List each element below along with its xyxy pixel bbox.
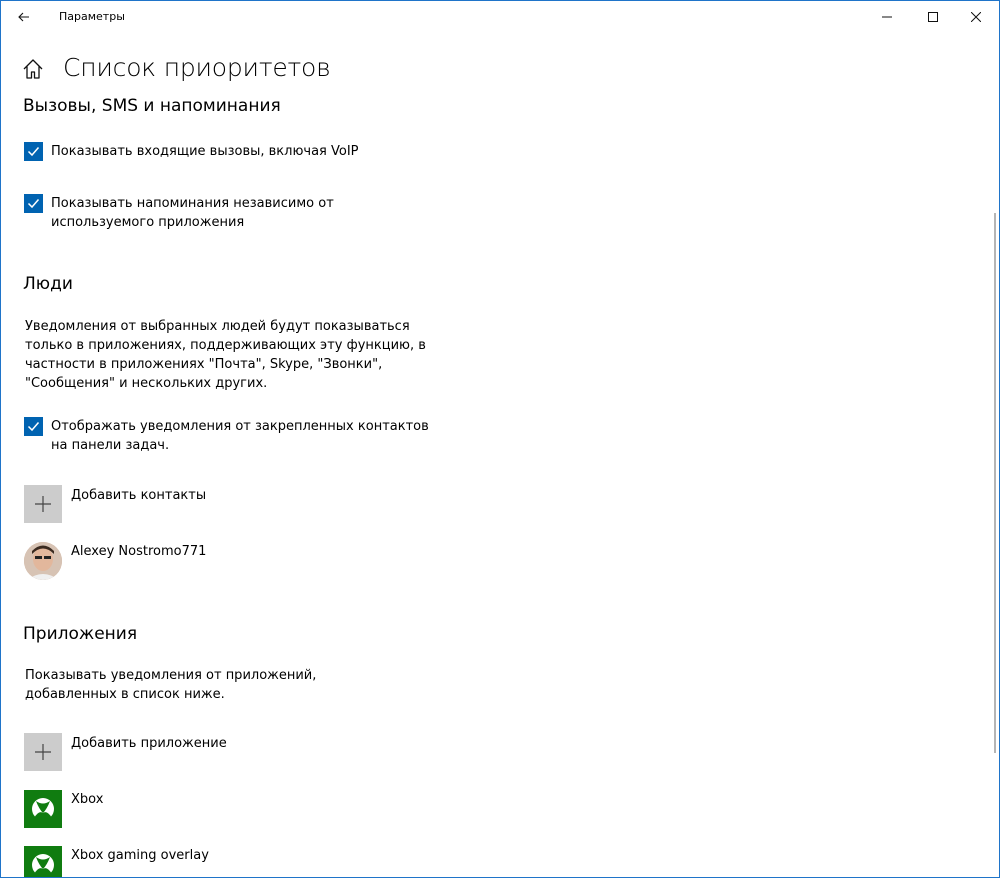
app-item-xbox[interactable] — [24, 790, 62, 828]
people-section-title: Люди — [23, 274, 73, 294]
apps-description: Показывать уведомления от приложений, добавленных в список ниже. — [25, 668, 317, 702]
add-contact-button[interactable] — [24, 485, 62, 523]
close-button[interactable] — [953, 1, 999, 33]
reminders-checkbox[interactable] — [24, 194, 43, 213]
app-item-xbox-label[interactable]: Xbox — [71, 792, 104, 807]
back-arrow-icon — [18, 12, 30, 22]
title-bar — [1, 1, 999, 33]
calls-section-title: Вызовы, SMS и напоминания — [23, 96, 281, 116]
home-icon[interactable] — [22, 58, 44, 80]
close-icon — [971, 12, 981, 22]
contact-name[interactable]: Alexey Nostromo771 — [71, 544, 207, 559]
app-item-xbox-gaming-overlay-label[interactable]: Xbox gaming overlay — [71, 848, 209, 863]
people-description: Уведомления от выбранных людей будут показываться только в приложениях, поддерживающих эту функцию, в частности в приложениях "Почта", Skype, "Звонки", "Сообщения" и нескольких других. — [25, 319, 426, 391]
avatar[interactable] — [24, 542, 62, 580]
maximize-button[interactable] — [910, 1, 956, 33]
add-app-button[interactable] — [24, 733, 62, 771]
window-title: Параметры — [59, 10, 125, 23]
plus-icon — [35, 744, 51, 760]
checkmark-icon — [26, 196, 41, 211]
plus-icon — [35, 496, 51, 512]
xbox-icon — [24, 846, 62, 878]
minimize-icon — [882, 12, 892, 22]
voip-checkbox[interactable] — [24, 142, 43, 161]
voip-label: Показывать входящие вызовы, включая VoIP — [51, 144, 359, 159]
scrollbar[interactable] — [994, 213, 996, 753]
apps-section-title: Приложения — [23, 624, 138, 644]
pinned-contacts-label: Отображать уведомления от закрепленных контактов на панели задач. — [51, 419, 429, 453]
contact-photo-icon — [24, 542, 62, 580]
add-app-label[interactable]: Добавить приложение — [71, 736, 227, 751]
xbox-icon — [24, 790, 62, 828]
maximize-icon — [928, 12, 938, 22]
reminders-label: Показывать напоминания независимо от используемого приложения — [51, 196, 334, 230]
add-contact-label[interactable]: Добавить контакты — [71, 488, 207, 503]
pinned-contacts-checkbox[interactable] — [24, 417, 43, 436]
minimize-button[interactable] — [864, 1, 910, 33]
checkmark-icon — [26, 144, 41, 159]
checkmark-icon — [26, 419, 41, 434]
page-title: Список приоритетов — [63, 53, 331, 82]
back-button[interactable] — [1, 1, 47, 33]
app-item-xbox-gaming-overlay[interactable] — [24, 846, 62, 878]
